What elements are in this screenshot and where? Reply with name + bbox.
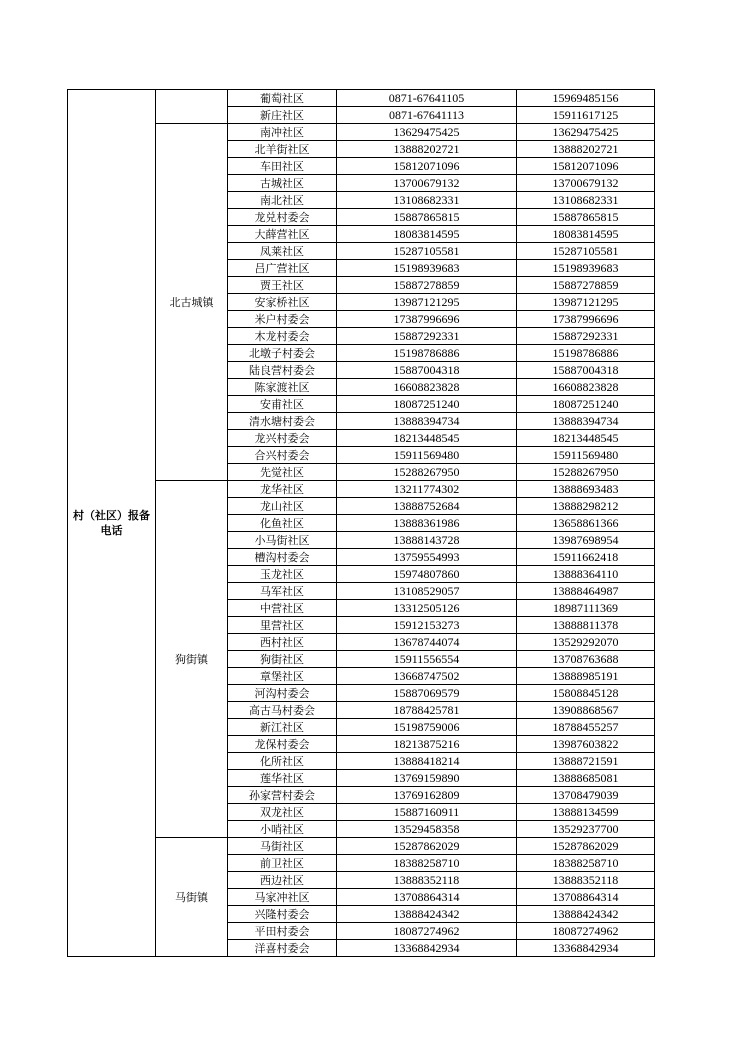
community-name-cell: 西边社区 (228, 872, 337, 889)
phone-secondary-cell: 13658861366 (517, 515, 655, 532)
community-name-cell: 合兴村委会 (228, 447, 337, 464)
phone-secondary-cell: 13987698954 (517, 532, 655, 549)
community-name-cell: 莲华社区 (228, 770, 337, 787)
community-name-cell: 小哨社区 (228, 821, 337, 838)
phone-secondary-cell: 13529237700 (517, 821, 655, 838)
phone-secondary-cell: 13888985191 (517, 668, 655, 685)
phone-secondary-cell: 13708763688 (517, 651, 655, 668)
phone-primary-cell: 13888352118 (337, 872, 517, 889)
table-row (68, 90, 655, 107)
phone-primary-cell: 15974807860 (337, 566, 517, 583)
phone-primary-cell: 18788425781 (337, 702, 517, 719)
phone-primary-cell: 0871-67641105 (337, 90, 517, 107)
community-name-cell: 陈家渡社区 (228, 379, 337, 396)
community-name-cell: 高古马村委会 (228, 702, 337, 719)
phone-secondary-cell: 15287862029 (517, 838, 655, 855)
community-name-cell: 龙华社区 (228, 481, 337, 498)
community-name-cell: 安家桥社区 (228, 294, 337, 311)
phone-secondary-cell: 15287105581 (517, 243, 655, 260)
community-name-cell: 兴隆村委会 (228, 906, 337, 923)
phone-secondary-cell: 15198786886 (517, 345, 655, 362)
community-name-cell: 北墩子村委会 (228, 345, 337, 362)
community-name-cell: 南冲社区 (228, 124, 337, 141)
phone-secondary-cell: 15911662418 (517, 549, 655, 566)
phone-primary-cell: 18388258710 (337, 855, 517, 872)
phone-secondary-cell: 15887278859 (517, 277, 655, 294)
community-name-cell: 新江社区 (228, 719, 337, 736)
community-name-cell: 平田村委会 (228, 923, 337, 940)
phone-primary-cell: 15287105581 (337, 243, 517, 260)
community-name-cell: 前卫社区 (228, 855, 337, 872)
phone-primary-cell: 15887160911 (337, 804, 517, 821)
phone-primary-cell: 15887278859 (337, 277, 517, 294)
phone-primary-cell: 15287862029 (337, 838, 517, 855)
phone-primary-cell: 13888424342 (337, 906, 517, 923)
community-name-cell: 孙家营村委会 (228, 787, 337, 804)
community-name-cell: 龙山社区 (228, 498, 337, 515)
phone-secondary-cell: 15812071096 (517, 158, 655, 175)
phone-primary-cell: 18213875216 (337, 736, 517, 753)
contact-table (67, 89, 655, 957)
town-cell: 狗街镇 (156, 481, 228, 838)
phone-secondary-cell: 15198939683 (517, 260, 655, 277)
phone-primary-cell: 13759554993 (337, 549, 517, 566)
phone-secondary-cell: 13888134599 (517, 804, 655, 821)
community-name-cell: 龙保村委会 (228, 736, 337, 753)
phone-secondary-cell: 15969485156 (517, 90, 655, 107)
community-name-cell: 马军社区 (228, 583, 337, 600)
community-name-cell: 小马街社区 (228, 532, 337, 549)
phone-primary-cell: 13668747502 (337, 668, 517, 685)
phone-secondary-cell: 13888811378 (517, 617, 655, 634)
phone-primary-cell: 13368842934 (337, 940, 517, 957)
phone-primary-cell: 13987121295 (337, 294, 517, 311)
phone-secondary-cell: 13529292070 (517, 634, 655, 651)
community-name-cell: 陆良营村委会 (228, 362, 337, 379)
phone-secondary-cell: 13700679132 (517, 175, 655, 192)
phone-secondary-cell: 18388258710 (517, 855, 655, 872)
town-cell: 北古城镇 (156, 124, 228, 481)
phone-secondary-cell: 13708479039 (517, 787, 655, 804)
phone-primary-cell: 16608823828 (337, 379, 517, 396)
community-name-cell: 北羊街社区 (228, 141, 337, 158)
phone-primary-cell: 0871-67641113 (337, 107, 517, 124)
community-name-cell: 凤莱社区 (228, 243, 337, 260)
phone-secondary-cell: 15911617125 (517, 107, 655, 124)
phone-secondary-cell: 13708864314 (517, 889, 655, 906)
phone-secondary-cell: 18087251240 (517, 396, 655, 413)
phone-primary-cell: 15198759006 (337, 719, 517, 736)
phone-secondary-cell: 18788455257 (517, 719, 655, 736)
phone-primary-cell: 15911556554 (337, 651, 517, 668)
community-name-cell: 中营社区 (228, 600, 337, 617)
phone-secondary-cell: 13987121295 (517, 294, 655, 311)
phone-secondary-cell: 13888202721 (517, 141, 655, 158)
community-name-cell: 玉龙社区 (228, 566, 337, 583)
phone-primary-cell: 13312505126 (337, 600, 517, 617)
community-name-cell: 米户村委会 (228, 311, 337, 328)
community-name-cell: 槽沟村委会 (228, 549, 337, 566)
phone-secondary-cell: 13888298212 (517, 498, 655, 515)
phone-primary-cell: 18087251240 (337, 396, 517, 413)
phone-primary-cell: 18083814595 (337, 226, 517, 243)
phone-primary-cell: 15887292331 (337, 328, 517, 345)
phone-primary-cell: 13769162809 (337, 787, 517, 804)
community-name-cell: 洋喜村委会 (228, 940, 337, 957)
community-name-cell: 西村社区 (228, 634, 337, 651)
phone-secondary-cell: 15887004318 (517, 362, 655, 379)
phone-primary-cell: 15912153273 (337, 617, 517, 634)
phone-primary-cell: 13708864314 (337, 889, 517, 906)
phone-primary-cell: 13629475425 (337, 124, 517, 141)
phone-secondary-cell: 13888721591 (517, 753, 655, 770)
phone-secondary-cell: 13888352118 (517, 872, 655, 889)
phone-secondary-cell: 13908868567 (517, 702, 655, 719)
community-name-cell: 车田社区 (228, 158, 337, 175)
phone-secondary-cell: 15288267950 (517, 464, 655, 481)
community-name-cell: 马家冲社区 (228, 889, 337, 906)
phone-primary-cell: 13700679132 (337, 175, 517, 192)
phone-secondary-cell: 13888394734 (517, 413, 655, 430)
community-name-cell: 化鱼社区 (228, 515, 337, 532)
table-row (68, 124, 655, 141)
phone-primary-cell: 13769159890 (337, 770, 517, 787)
phone-secondary-cell: 17387996696 (517, 311, 655, 328)
community-name-cell: 吕广营社区 (228, 260, 337, 277)
phone-secondary-cell: 13888685081 (517, 770, 655, 787)
phone-primary-cell: 15198786886 (337, 345, 517, 362)
table-row (68, 481, 655, 498)
phone-primary-cell: 15812071096 (337, 158, 517, 175)
phone-primary-cell: 18213448545 (337, 430, 517, 447)
community-name-cell: 葡萄社区 (228, 90, 337, 107)
community-name-cell: 马街社区 (228, 838, 337, 855)
community-name-cell: 龙兑村委会 (228, 209, 337, 226)
phone-primary-cell: 13888418214 (337, 753, 517, 770)
phone-secondary-cell: 18083814595 (517, 226, 655, 243)
phone-primary-cell: 15887069579 (337, 685, 517, 702)
phone-secondary-cell: 13987603822 (517, 736, 655, 753)
phone-secondary-cell: 13629475425 (517, 124, 655, 141)
phone-primary-cell: 15887865815 (337, 209, 517, 226)
phone-primary-cell: 13108529057 (337, 583, 517, 600)
community-name-cell: 木龙村委会 (228, 328, 337, 345)
town-cell (156, 90, 228, 124)
phone-primary-cell: 13211774302 (337, 481, 517, 498)
phone-secondary-cell: 15911569480 (517, 447, 655, 464)
community-name-cell: 大薛营社区 (228, 226, 337, 243)
community-name-cell: 先觉社区 (228, 464, 337, 481)
phone-secondary-cell: 18987111369 (517, 600, 655, 617)
phone-secondary-cell: 15808845128 (517, 685, 655, 702)
community-name-cell: 双龙社区 (228, 804, 337, 821)
phone-secondary-cell: 15887292331 (517, 328, 655, 345)
contact-table-body (68, 90, 655, 957)
phone-secondary-cell: 18213448545 (517, 430, 655, 447)
phone-primary-cell: 13888752684 (337, 498, 517, 515)
phone-primary-cell: 15288267950 (337, 464, 517, 481)
phone-secondary-cell: 18087274962 (517, 923, 655, 940)
community-name-cell: 狗街社区 (228, 651, 337, 668)
phone-secondary-cell: 13888464987 (517, 583, 655, 600)
table-row (68, 838, 655, 855)
phone-secondary-cell: 13108682331 (517, 192, 655, 209)
phone-primary-cell: 15198939683 (337, 260, 517, 277)
phone-primary-cell: 13888143728 (337, 532, 517, 549)
phone-secondary-cell: 13888364110 (517, 566, 655, 583)
phone-primary-cell: 15911569480 (337, 447, 517, 464)
phone-primary-cell: 13888394734 (337, 413, 517, 430)
community-name-cell: 安甫社区 (228, 396, 337, 413)
phone-primary-cell: 13678744074 (337, 634, 517, 651)
phone-primary-cell: 13108682331 (337, 192, 517, 209)
phone-primary-cell: 17387996696 (337, 311, 517, 328)
community-name-cell: 南北社区 (228, 192, 337, 209)
community-name-cell: 新庄社区 (228, 107, 337, 124)
community-name-cell: 化所社区 (228, 753, 337, 770)
community-name-cell: 贾王社区 (228, 277, 337, 294)
community-name-cell: 龙兴村委会 (228, 430, 337, 447)
community-name-cell: 里营社区 (228, 617, 337, 634)
phone-secondary-cell: 13888424342 (517, 906, 655, 923)
town-cell: 马街镇 (156, 838, 228, 957)
phone-primary-cell: 15887004318 (337, 362, 517, 379)
phone-primary-cell: 18087274962 (337, 923, 517, 940)
phone-secondary-cell: 16608823828 (517, 379, 655, 396)
community-name-cell: 河沟村委会 (228, 685, 337, 702)
phone-secondary-cell: 13888693483 (517, 481, 655, 498)
category-cell: 村（社区）报备电话 (68, 90, 156, 957)
phone-secondary-cell: 13368842934 (517, 940, 655, 957)
phone-primary-cell: 13888202721 (337, 141, 517, 158)
phone-secondary-cell: 15887865815 (517, 209, 655, 226)
phone-primary-cell: 13529458358 (337, 821, 517, 838)
phone-primary-cell: 13888361986 (337, 515, 517, 532)
community-name-cell: 章堡社区 (228, 668, 337, 685)
community-name-cell: 古城社区 (228, 175, 337, 192)
community-name-cell: 清水塘村委会 (228, 413, 337, 430)
